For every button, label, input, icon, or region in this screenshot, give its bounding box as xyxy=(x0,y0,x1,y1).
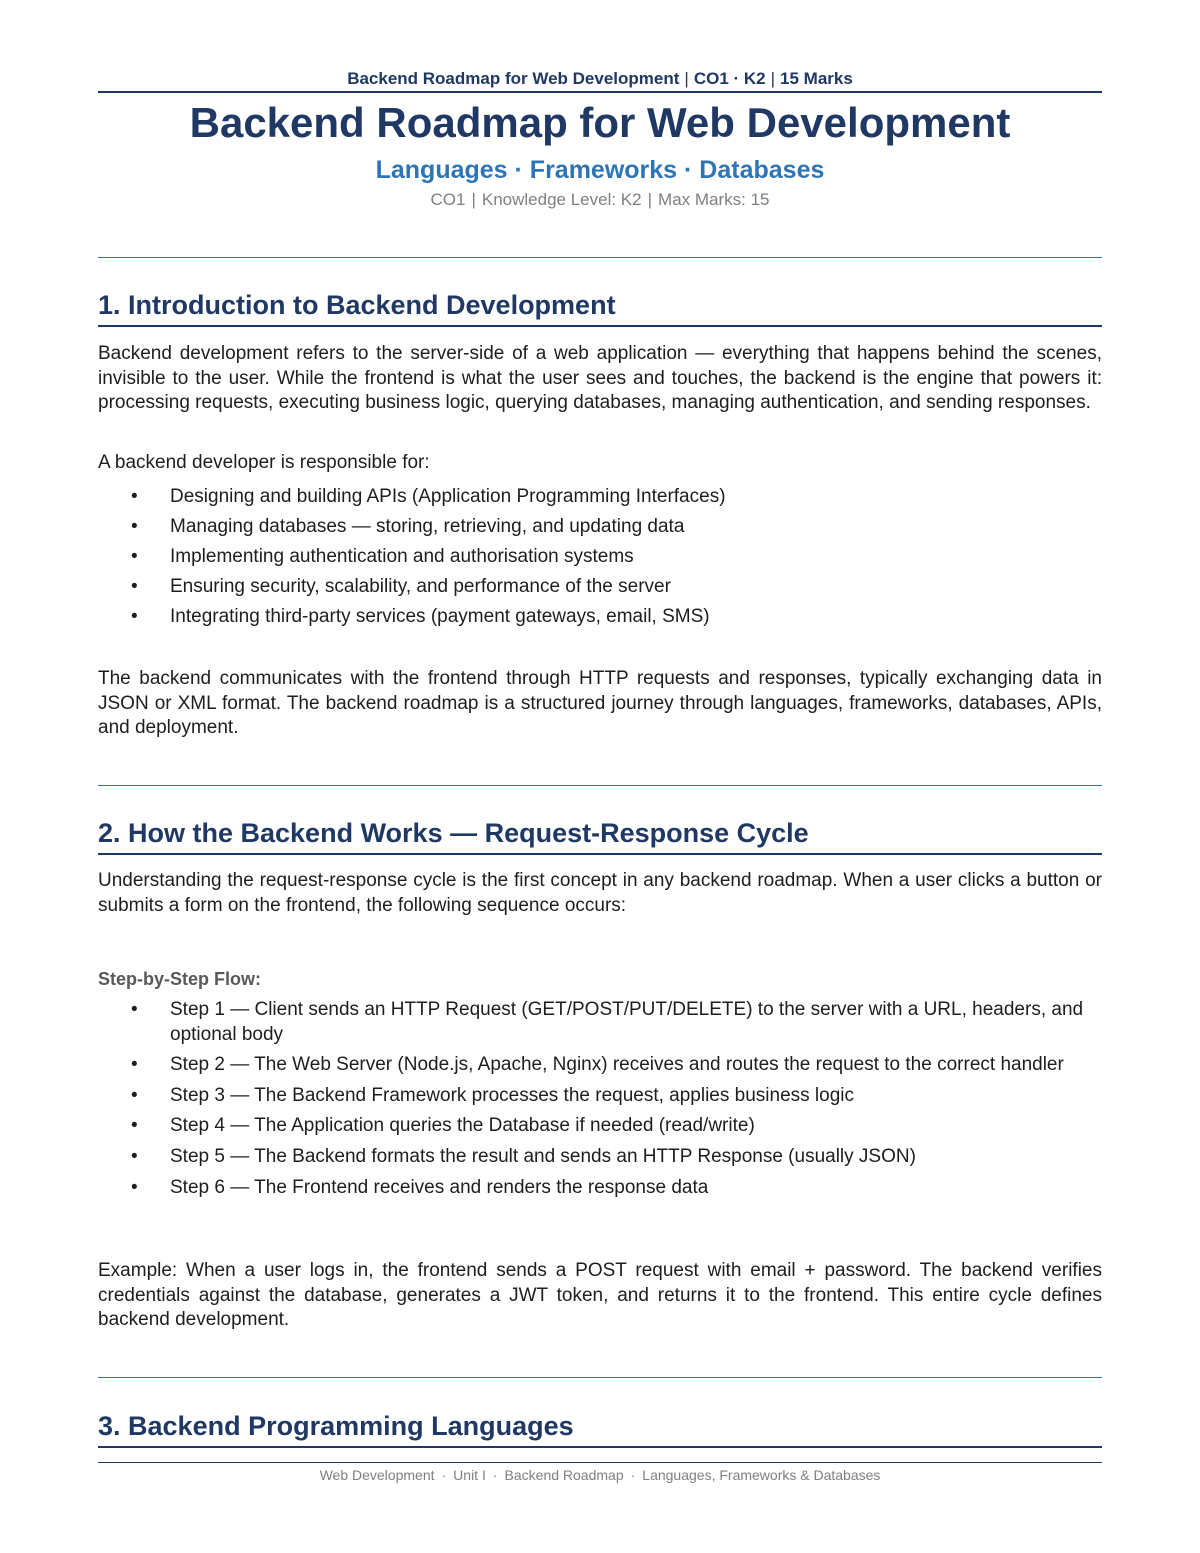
bullet-icon: • xyxy=(131,1084,138,1106)
section-1-lead: A backend developer is responsible for: xyxy=(98,452,430,473)
bullet-icon: • xyxy=(131,1115,138,1137)
footer-course: Web Development xyxy=(319,1467,435,1483)
running-header-marks: 15 Marks xyxy=(780,69,853,88)
list-item: • Implementing authentication and authorisation systems xyxy=(98,545,1102,570)
bullet-icon: • xyxy=(131,1145,138,1167)
list-item: • Step 4 — The Application queries the Database if needed (read/write) xyxy=(98,1114,1102,1139)
list-item: • Step 3 — The Backend Framework processes the request, applies business logic xyxy=(98,1084,1102,1109)
list-item: • Step 6 — The Frontend receives and renders the response data xyxy=(98,1176,1102,1201)
list-item: • Step 5 — The Backend formats the result and sends an HTTP Response (usually JSON) xyxy=(98,1145,1102,1170)
document-meta: CO1 | Knowledge Level: K2 | Max Marks: 15 xyxy=(430,190,770,209)
section-1-heading: 1. Introduction to Backend Development xyxy=(98,288,1102,327)
bullet-icon: • xyxy=(131,576,138,598)
meta-knowledge-level: Knowledge Level: K2 xyxy=(481,190,642,209)
bullet-icon: • xyxy=(131,516,138,538)
section-2-heading: 2. How the Backend Works — Request-Response Cycle xyxy=(98,816,1102,855)
footer-subtopic: Languages, Frameworks & Databases xyxy=(642,1467,881,1483)
section-1-intro: Backend development refers to the server-side of a web application — everything that happens behind the scenes, invisible to the user. While the frontend is what the user sees and touches, the backend is the engine that powers it: processing requests, executing business logic, querying databases, managing authentication, and sending responses. xyxy=(98,343,1102,414)
running-header: Backend Roadmap for Web Development | CO1 · K2 | 15 Marks xyxy=(347,69,853,88)
list-item: • Step 1 — Client sends an HTTP Request (GET/POST/PUT/DELETE) to the server with a URL, headers, and optional body xyxy=(131,999,1084,1045)
header-rule xyxy=(98,91,1102,93)
bullet-icon: • xyxy=(131,1054,138,1076)
bullet-icon: • xyxy=(131,999,138,1020)
list-item: • Ensuring security, scalability, and performance of the server xyxy=(98,575,1102,600)
section-divider xyxy=(98,1377,1102,1378)
footer-topic: Backend Roadmap xyxy=(504,1467,624,1483)
section-1-closing: The backend communicates with the frontend through HTTP requests and responses, typically exchanging data in JSON or XML format. The backend roadmap is a structured journey through languages, frameworks, databases, APIs, and deployment. xyxy=(98,668,1102,739)
section-2-example: Example: When a user logs in, the frontend sends a POST request with email + password. The backend verifies credentials against the database, generates a JWT token, and returns it to the frontend. This entire cycle defines backend development. xyxy=(98,1260,1102,1331)
running-footer: Web Development · Unit I · Backend Roadmap · Languages, Frameworks & Databases xyxy=(319,1467,881,1483)
list-item: • Integrating third-party services (payment gateways, email, SMS) xyxy=(98,605,1102,630)
section-1-bullet-list xyxy=(98,485,1102,630)
list-item: • Managing databases — storing, retrieving, and updating data xyxy=(98,515,1102,540)
flow-label: Step-by-Step Flow: xyxy=(98,969,261,989)
list-item: • Step 2 — The Web Server (Node.js, Apache, Nginx) receives and routes the request to the correct handler xyxy=(98,1053,1102,1078)
section-divider xyxy=(98,785,1102,786)
list-item: • Designing and building APIs (Application Programming Interfaces) xyxy=(98,485,1102,510)
meta-co: CO1 xyxy=(430,190,466,209)
running-header-title: Backend Roadmap for Web Development xyxy=(347,69,680,88)
bullet-icon: • xyxy=(131,546,138,568)
document-title: Backend Roadmap for Web Development xyxy=(189,99,1011,146)
footer-unit: Unit I xyxy=(453,1467,486,1483)
meta-max-marks: Max Marks: 15 xyxy=(658,190,770,209)
running-header-course-outcome: CO1 · K2 xyxy=(693,69,766,88)
section-2-intro: Understanding the request-response cycle is the first concept in any backend roadmap. When a user clicks a button or submits a form on the frontend, the following sequence occurs: xyxy=(98,870,1102,916)
bullet-icon: • xyxy=(131,1176,138,1198)
section-3-heading: 3. Backend Programming Languages xyxy=(98,1409,1102,1448)
bullet-icon: • xyxy=(131,606,138,628)
footer-rule xyxy=(98,1462,1102,1463)
section-divider xyxy=(98,257,1102,258)
section-2-step-list xyxy=(98,998,1102,1200)
document-subtitle: Languages · Frameworks · Databases xyxy=(375,156,825,184)
bullet-icon: • xyxy=(131,486,138,507)
